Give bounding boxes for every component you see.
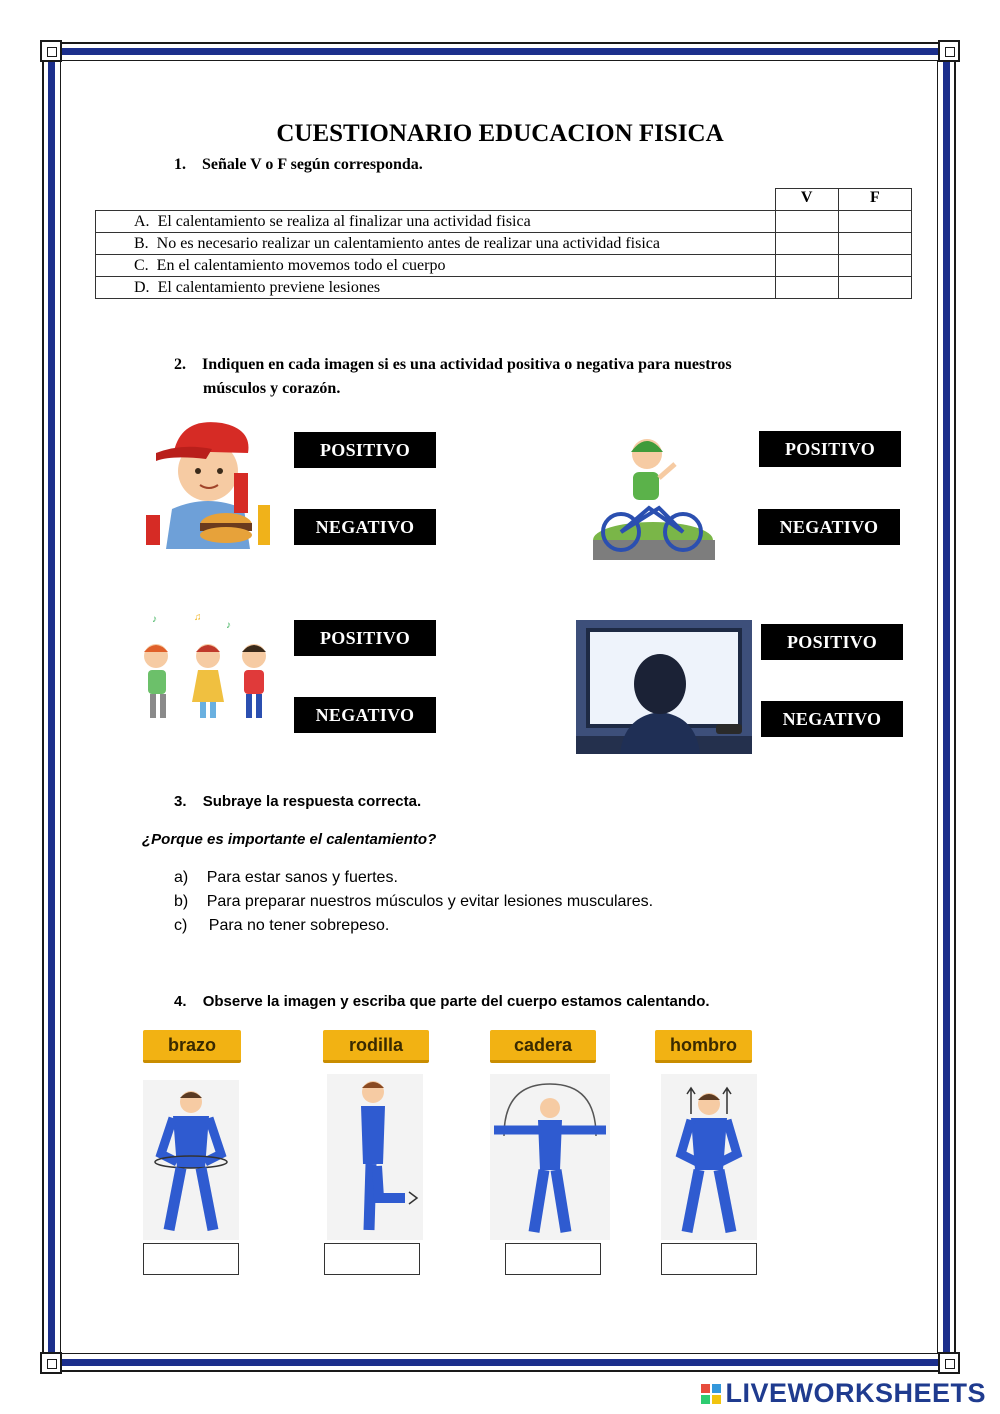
page-title: CUESTIONARIO EDUCACION FISICA: [276, 120, 724, 147]
liveworksheets-logo-icon: [701, 1384, 721, 1404]
question-number: 2.: [174, 356, 186, 373]
option-text: Para estar sanos y fuertes.: [206, 869, 398, 886]
answer-cell-v[interactable]: [775, 277, 838, 299]
boy-eating-burger-image: [142, 413, 274, 549]
true-false-table: [95, 188, 912, 299]
answer-cell-f[interactable]: [838, 233, 911, 255]
answer-cell-f[interactable]: [838, 255, 911, 277]
question-text: Indiquen en cada imagen si es una actividad positiva o negativa para nuestros: [202, 356, 732, 373]
answer-cell-f[interactable]: [838, 211, 911, 233]
row-text: El calentamiento se realiza al finalizar una actividad fisica: [157, 212, 531, 230]
tag-label: cadera: [490, 1030, 596, 1063]
negative-button[interactable]: NEGATIVO: [294, 697, 436, 733]
question-number: 3.: [174, 793, 187, 810]
boy-riding-bike-image: [593, 428, 715, 560]
option-text: Para no tener sobrepeso.: [208, 917, 390, 934]
question-4-header: [174, 993, 710, 1010]
answer-option[interactable]: [174, 869, 398, 887]
table-row: [96, 255, 912, 277]
exercise-figure-image: [327, 1074, 423, 1240]
question-number: 4.: [174, 993, 187, 1010]
exercise-figure-image: [661, 1074, 757, 1240]
border-corner: [938, 1352, 960, 1374]
svg-text:♫: ♫: [194, 612, 202, 623]
column-v-header: V: [775, 189, 838, 211]
question-3-prompt: ¿Porque es importante el calentamiento?: [142, 831, 437, 848]
negative-button[interactable]: NEGATIVO: [758, 509, 900, 545]
column-f-header: F: [838, 189, 911, 211]
answer-cell-f[interactable]: [838, 277, 911, 299]
question-text: Observe la imagen y escriba que parte del cuerpo estamos calentando.: [202, 993, 710, 1010]
exercise-figure-image: [490, 1074, 610, 1240]
answer-cell-v[interactable]: [775, 211, 838, 233]
row-letter: D.: [134, 278, 150, 296]
svg-text:♪: ♪: [226, 620, 231, 631]
question-text-continued: músculos y corazón.: [203, 380, 341, 397]
tag-label: hombro: [655, 1030, 752, 1063]
row-text: En el calentamiento movemos todo el cuerpo: [156, 256, 446, 274]
option-letter: b): [174, 893, 189, 910]
answer-option[interactable]: [174, 893, 653, 911]
positive-button[interactable]: POSITIVO: [761, 624, 903, 660]
positive-button[interactable]: POSITIVO: [294, 432, 436, 468]
question-text: Subraye la respuesta correcta.: [202, 793, 422, 810]
kids-dancing-image: [142, 612, 276, 724]
option-letter: a): [174, 869, 189, 886]
option-text: Para preparar nuestros músculos y evitar lesiones musculares.: [206, 893, 654, 910]
negative-button[interactable]: NEGATIVO: [294, 509, 436, 545]
question-number: 1.: [174, 156, 186, 173]
question-3-header: [174, 793, 421, 810]
tag-label: rodilla: [323, 1030, 429, 1063]
answer-cell-v[interactable]: [775, 255, 838, 277]
tag-label: brazo: [143, 1030, 241, 1063]
border-corner: [40, 40, 62, 62]
negative-button[interactable]: NEGATIVO: [761, 701, 903, 737]
question-text: Señale V o F según corresponda.: [202, 156, 423, 173]
table-row: [96, 277, 912, 299]
row-text: No es necesario realizar un calentamiento antes de realizar una actividad fisica: [156, 234, 660, 252]
answer-option[interactable]: [174, 917, 389, 935]
logo-text: LIVEWORKSHEETS: [725, 1378, 986, 1408]
liveworksheets-logo: [701, 1378, 986, 1409]
positive-button[interactable]: POSITIVO: [294, 620, 436, 656]
svg-text:♪: ♪: [152, 614, 157, 625]
table-row: [96, 233, 912, 255]
row-letter: A.: [134, 212, 150, 230]
answer-input-box[interactable]: [143, 1243, 239, 1275]
row-text: El calentamiento previene lesiones: [157, 278, 381, 296]
question-2-header: [174, 356, 732, 374]
exercise-figure-image: [143, 1080, 239, 1240]
row-letter: B.: [134, 234, 149, 252]
border-corner: [938, 40, 960, 62]
answer-input-box[interactable]: [324, 1243, 420, 1275]
answer-input-box[interactable]: [661, 1243, 757, 1275]
answer-cell-v[interactable]: [775, 233, 838, 255]
border-corner: [40, 1352, 62, 1374]
option-letter: c): [174, 917, 188, 934]
positive-button[interactable]: POSITIVO: [759, 431, 901, 467]
boy-watching-tv-image: [576, 620, 752, 754]
table-row: [96, 211, 912, 233]
row-letter: C.: [134, 256, 149, 274]
question-1-header: [174, 156, 423, 174]
answer-input-box[interactable]: [505, 1243, 601, 1275]
